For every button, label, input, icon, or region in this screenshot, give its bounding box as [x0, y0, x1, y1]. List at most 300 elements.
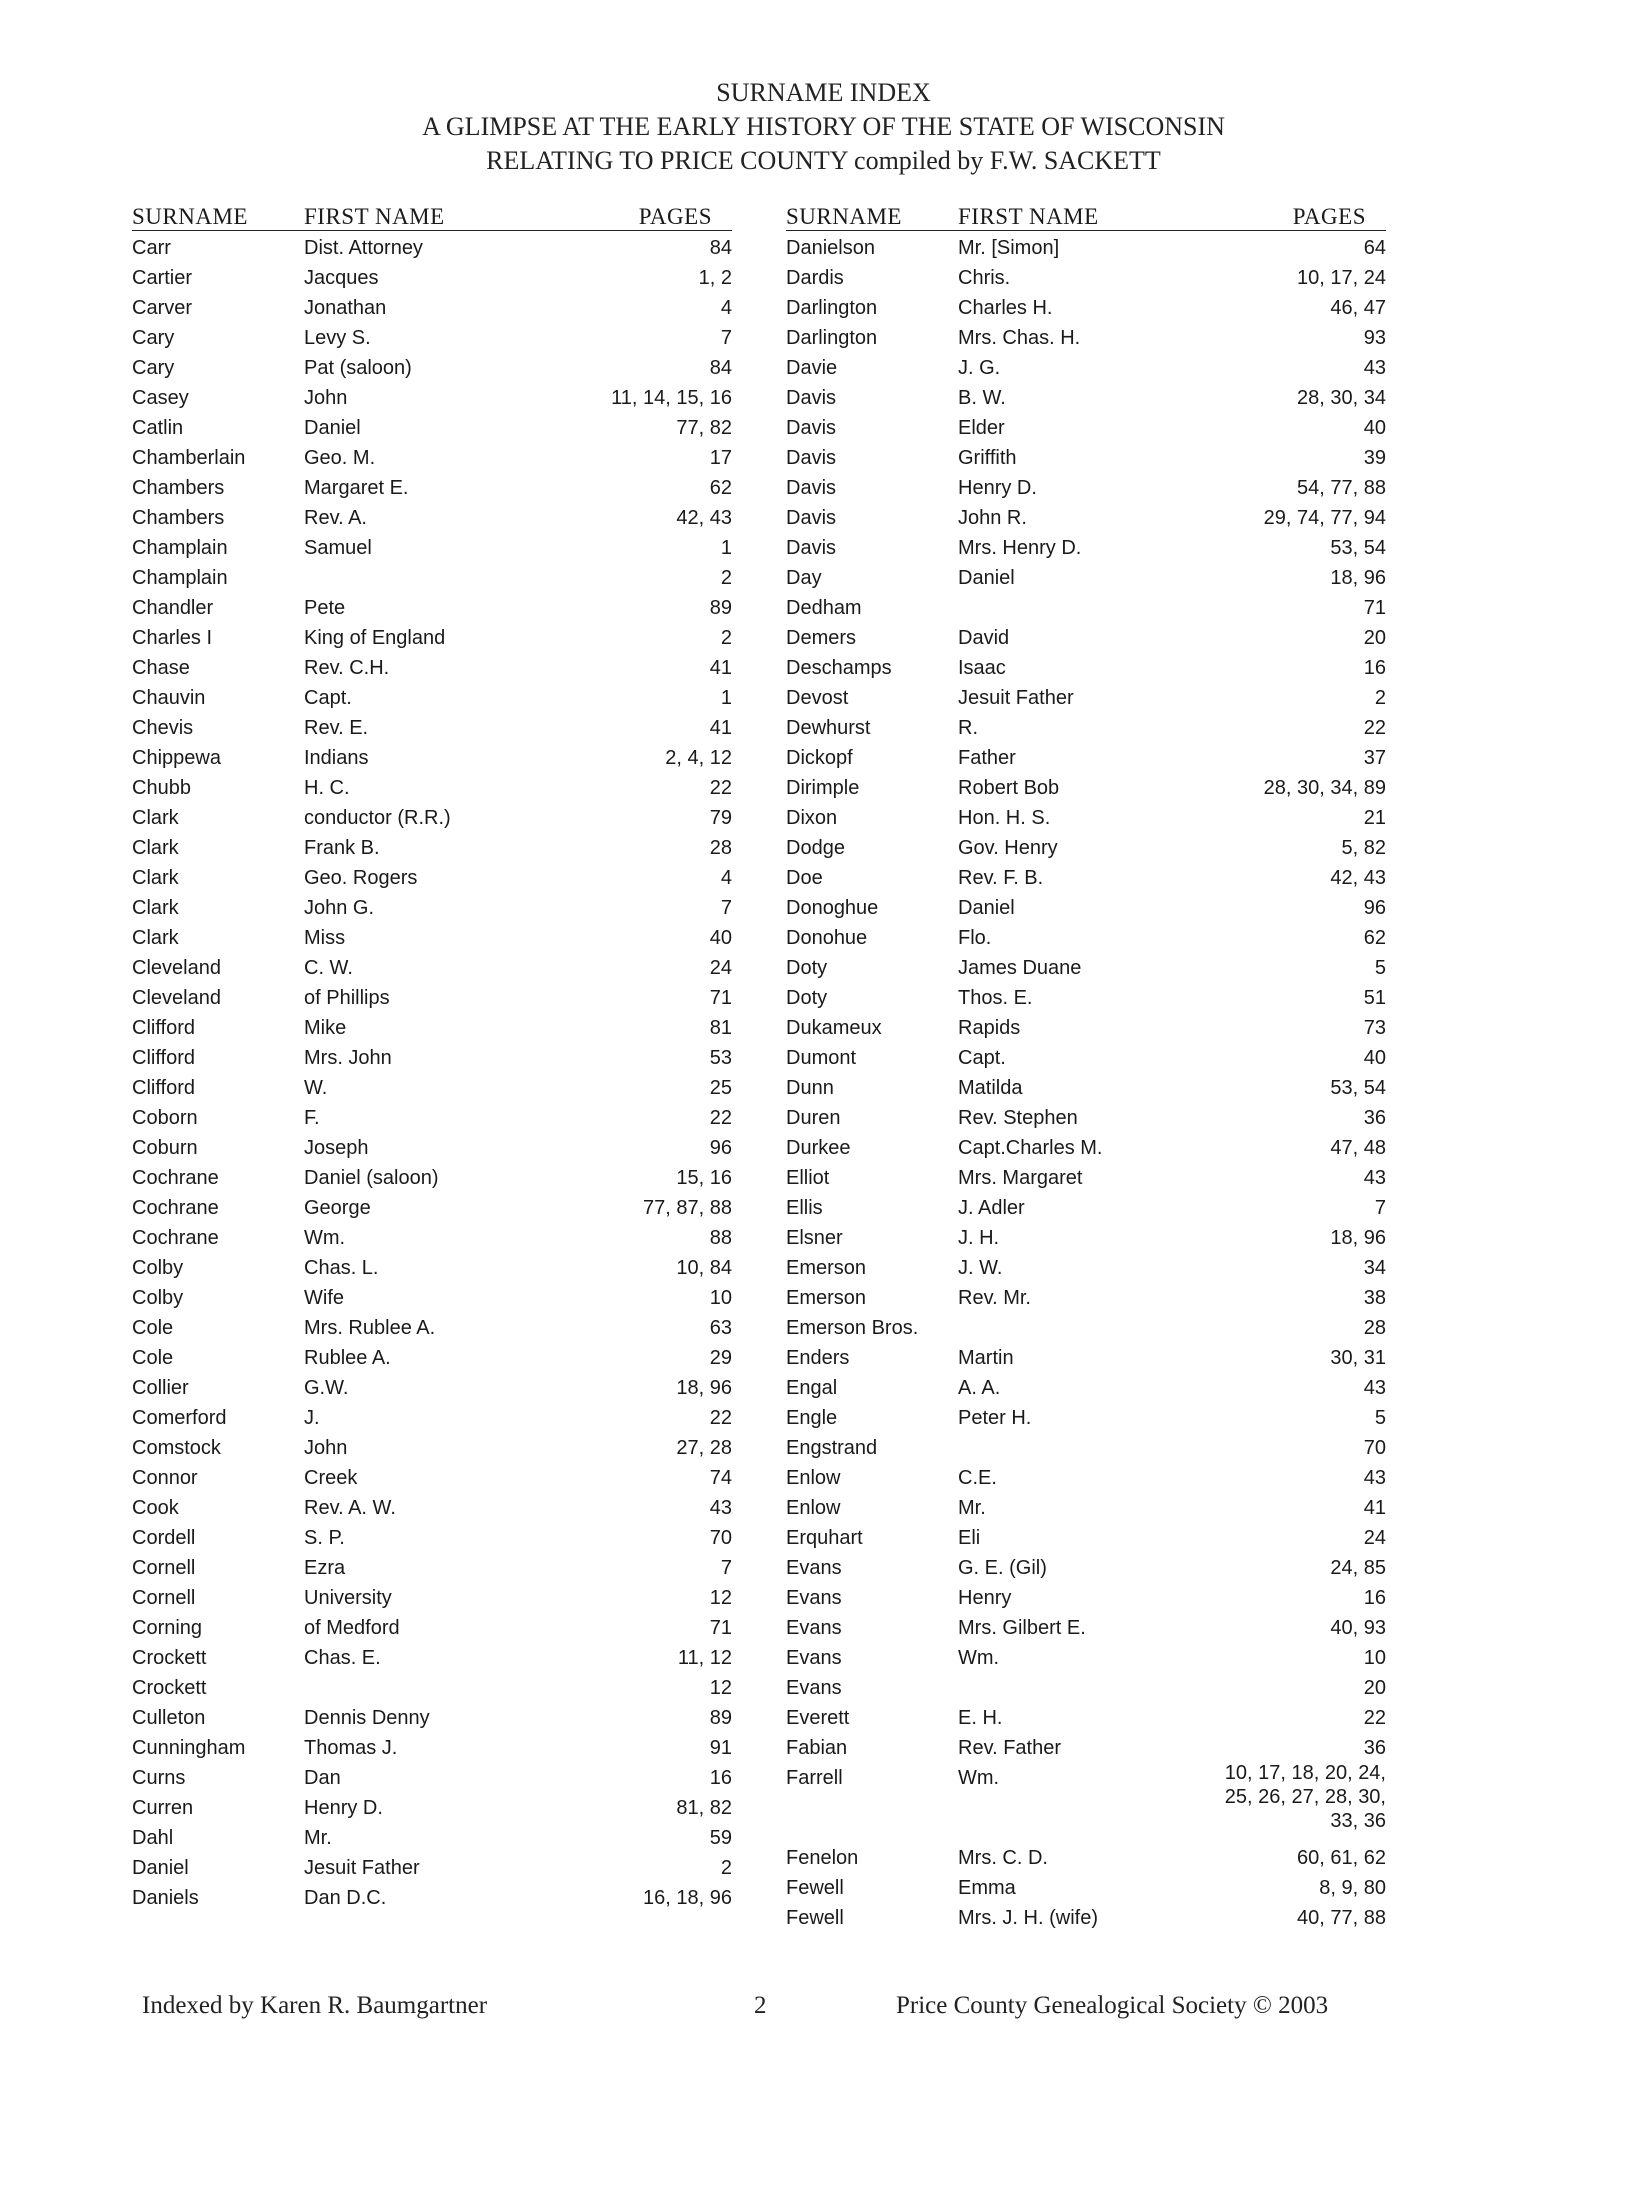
- surname-cell: Carr: [132, 237, 171, 259]
- surname-cell: Dahl: [132, 1827, 174, 1849]
- surname-cell: Connor: [132, 1467, 198, 1489]
- pages-cell: 43: [1363, 357, 1386, 379]
- first-name-cell: J. G.: [958, 357, 1001, 379]
- index-entry-row: [786, 533, 1386, 563]
- surname-cell: Chevis: [132, 717, 194, 739]
- index-entry-row: [786, 563, 1386, 593]
- surname-cell: Evans: [786, 1647, 842, 1669]
- surname-cell: Duren: [786, 1107, 841, 1129]
- surname-cell: Cordell: [132, 1527, 196, 1549]
- first-name-cell: Chas. E.: [304, 1647, 381, 1669]
- index-entry-row: [132, 983, 732, 1013]
- first-name-cell: Jesuit Father: [958, 687, 1074, 709]
- index-entry-row: [132, 1823, 732, 1853]
- pages-cell: 96: [709, 1137, 732, 1159]
- pages-cell: 89: [709, 597, 732, 619]
- pages-cell: 2: [720, 567, 732, 589]
- index-entry-row: [786, 683, 1386, 713]
- first-name-cell: Mrs. C. D.: [958, 1847, 1048, 1869]
- index-entry-row: [132, 533, 732, 563]
- first-name-cell: Mrs. J. H. (wife): [958, 1907, 1098, 1929]
- index-entry-row: [786, 1403, 1386, 1433]
- surname-cell: Donohue: [786, 927, 868, 949]
- index-entry-row: [786, 1253, 1386, 1283]
- pages-cell: 25: [709, 1077, 732, 1099]
- pages-cell: 73: [1363, 1017, 1386, 1039]
- surname-cell: Ellis: [786, 1197, 823, 1219]
- first-name-cell: University: [304, 1587, 392, 1609]
- pages-cell: 40: [1363, 417, 1386, 439]
- surname-cell: Darlington: [786, 297, 878, 319]
- first-name-cell: Frank B.: [304, 837, 380, 859]
- surname-cell: Crockett: [132, 1677, 207, 1699]
- first-name-cell: John: [304, 387, 348, 409]
- left-column-headers: [132, 200, 732, 231]
- pages-cell: 53, 54: [1330, 1077, 1386, 1099]
- index-entry-row: [132, 233, 732, 263]
- pages-cell: 20: [1363, 1677, 1386, 1699]
- index-entry-row: [786, 1643, 1386, 1673]
- index-entry-row: [786, 1763, 1386, 1843]
- pages-cell: 71: [709, 1617, 732, 1639]
- pages-cell: 42, 43: [1330, 867, 1386, 889]
- surname-cell: Evans: [786, 1557, 842, 1579]
- first-name-cell: Capt.Charles M.: [958, 1137, 1103, 1159]
- surname-cell: Everett: [786, 1707, 850, 1729]
- first-name-cell: Rev. C.H.: [304, 657, 390, 679]
- first-name-cell: C. W.: [304, 957, 353, 979]
- surname-cell: Clifford: [132, 1047, 195, 1069]
- first-name-cell: Wife: [304, 1287, 344, 1309]
- first-name-cell: Joseph: [304, 1137, 369, 1159]
- first-name-cell: Mrs. Gilbert E.: [958, 1617, 1086, 1639]
- index-entry-row: [132, 1283, 732, 1313]
- index-entry-row: [132, 383, 732, 413]
- first-name-cell: J. W.: [958, 1257, 1003, 1279]
- surname-cell: Dedham: [786, 597, 862, 619]
- pages-cell: 29, 74, 77, 94: [1263, 507, 1386, 529]
- pages-cell: 22: [1363, 717, 1386, 739]
- pages-cell: 22: [709, 777, 732, 799]
- surname-cell: Chauvin: [132, 687, 206, 709]
- surname-cell: Chippewa: [132, 747, 221, 769]
- pages-cell: 70: [1363, 1437, 1386, 1459]
- first-name-cell: Pat (saloon): [304, 357, 412, 379]
- first-name-cell: H. C.: [304, 777, 350, 799]
- surname-cell: Dunn: [786, 1077, 834, 1099]
- surname-cell: Chandler: [132, 597, 214, 619]
- surname-cell: Comerford: [132, 1407, 227, 1429]
- index-entry-row: [786, 1103, 1386, 1133]
- first-name-cell: Mike: [304, 1017, 347, 1039]
- surname-cell: Dewhurst: [786, 717, 871, 739]
- surname-cell: Dumont: [786, 1047, 857, 1069]
- surname-cell: Chase: [132, 657, 190, 679]
- index-entry-row: [786, 1283, 1386, 1313]
- first-name-cell: Dist. Attorney: [304, 237, 423, 259]
- surname-cell: Dardis: [786, 267, 844, 289]
- pages-cell: 37: [1363, 747, 1386, 769]
- first-name-cell: F.: [304, 1107, 320, 1129]
- surname-cell: Cochrane: [132, 1227, 219, 1249]
- index-entry-row: [132, 1583, 732, 1613]
- pages-cell: 22: [1363, 1707, 1386, 1729]
- first-name-cell: Mrs. Chas. H.: [958, 327, 1081, 349]
- index-entry-row: [132, 1073, 732, 1103]
- surname-cell: Casey: [132, 387, 189, 409]
- surname-cell: Elsner: [786, 1227, 843, 1249]
- pages-cell: 21: [1363, 807, 1386, 829]
- surname-cell: Cartier: [132, 267, 193, 289]
- index-entry-row: [132, 263, 732, 293]
- pages-cell: 1: [720, 687, 732, 709]
- pages-cell: 15, 16: [676, 1167, 732, 1189]
- pages-cell: 4: [720, 297, 732, 319]
- surname-cell: Evans: [786, 1587, 842, 1609]
- first-name-cell: Jacques: [304, 267, 379, 289]
- index-entry-row: [132, 863, 732, 893]
- first-name-cell: Rapids: [958, 1017, 1021, 1039]
- index-entry-row: [786, 473, 1386, 503]
- surname-cell: Fenelon: [786, 1847, 859, 1869]
- first-name-cell: R.: [958, 717, 978, 739]
- pages-cell: 10: [709, 1287, 732, 1309]
- pages-cell: 51: [1363, 987, 1386, 1009]
- first-name-cell: Rev. Stephen: [958, 1107, 1078, 1129]
- first-name-cell: John R.: [958, 507, 1027, 529]
- index-entry-row: [132, 653, 732, 683]
- index-entry-row: [786, 1553, 1386, 1583]
- first-name-cell: G.W.: [304, 1377, 349, 1399]
- pages-cell: 41: [709, 657, 732, 679]
- pages-cell: 36: [1363, 1107, 1386, 1129]
- surname-cell: Evans: [786, 1617, 842, 1639]
- index-entry-row: [786, 293, 1386, 323]
- index-entry-row: [786, 503, 1386, 533]
- pages-cell: 1, 2: [698, 267, 732, 289]
- pages-cell: 16: [709, 1767, 732, 1789]
- surname-cell: Durkee: [786, 1137, 851, 1159]
- index-entry-row: [132, 1793, 732, 1823]
- page-number: 2: [754, 1992, 767, 2019]
- surname-cell: Corning: [132, 1617, 203, 1639]
- surname-cell: Cleveland: [132, 957, 221, 979]
- pages-cell: 40: [709, 927, 732, 949]
- pages-cell: 11, 12: [677, 1647, 732, 1669]
- surname-cell: Engal: [786, 1377, 838, 1399]
- index-entry-row: [132, 1103, 732, 1133]
- pages-cell: 7: [720, 897, 732, 919]
- index-entry-row: [132, 683, 732, 713]
- surname-cell: Emerson: [786, 1287, 867, 1309]
- surname-header: SURNAME: [786, 204, 902, 229]
- pages-cell: 36: [1363, 1737, 1386, 1759]
- index-entry-row: [132, 563, 732, 593]
- pages-header: PAGES: [1292, 204, 1366, 229]
- index-entry-row: [786, 923, 1386, 953]
- first-name-cell: Matilda: [958, 1077, 1023, 1099]
- pages-cell: 62: [709, 477, 732, 499]
- first-name-cell: Rev. Father: [958, 1737, 1061, 1759]
- first-name-cell: Jesuit Father: [304, 1857, 420, 1879]
- first-name-cell: Rev. F. B.: [958, 867, 1044, 889]
- pages-cell: 96: [1363, 897, 1386, 919]
- index-entry-row: [786, 1703, 1386, 1733]
- pages-cell: 2: [720, 627, 732, 649]
- first-name-cell: Jonathan: [304, 297, 387, 319]
- pages-cell: 40, 93: [1330, 1617, 1386, 1639]
- pages-cell: 43: [709, 1497, 732, 1519]
- surname-cell: Catlin: [132, 417, 184, 439]
- surname-header: SURNAME: [132, 204, 248, 229]
- surname-cell: Davis: [786, 387, 837, 409]
- surname-cell: Fabian: [786, 1737, 848, 1759]
- index-entry-row: [132, 473, 732, 503]
- pages-cell: 79: [709, 807, 732, 829]
- index-entry-row: [132, 893, 732, 923]
- first-name-cell: Martin: [958, 1347, 1014, 1369]
- index-entry-row: [132, 1733, 732, 1763]
- index-entry-row: [132, 443, 732, 473]
- surname-cell: Davis: [786, 447, 837, 469]
- first-name-cell: Dennis Denny: [304, 1707, 430, 1729]
- first-name-cell: Elder: [958, 417, 1005, 439]
- first-name-cell: Rev. A. W.: [304, 1497, 396, 1519]
- index-entry-row: [132, 1223, 732, 1253]
- index-entry-row: [132, 293, 732, 323]
- surname-cell: Clark: [132, 927, 179, 949]
- pages-cell: 2: [1374, 687, 1386, 709]
- pages-cell: 74: [709, 1467, 732, 1489]
- first-name-cell: Mr.: [304, 1827, 332, 1849]
- surname-cell: Cornell: [132, 1557, 196, 1579]
- pages-cell: 84: [709, 237, 732, 259]
- index-entry-row: [786, 323, 1386, 353]
- index-entry-row: [132, 1673, 732, 1703]
- first-name-cell: Ezra: [304, 1557, 346, 1579]
- index-entry-row: [132, 1133, 732, 1163]
- surname-cell: Engle: [786, 1407, 838, 1429]
- pages-cell: 12: [709, 1587, 732, 1609]
- first-name-cell: Geo. M.: [304, 447, 376, 469]
- surname-cell: Cochrane: [132, 1197, 219, 1219]
- index-entry-row: [132, 1523, 732, 1553]
- pages-cell: 8, 9, 80: [1319, 1877, 1386, 1899]
- pages-cell: 5: [1374, 957, 1386, 979]
- surname-cell: Coborn: [132, 1107, 198, 1129]
- first-name-cell: Emma: [958, 1877, 1016, 1899]
- surname-cell: Cornell: [132, 1587, 196, 1609]
- surname-cell: Fewell: [786, 1907, 844, 1929]
- index-entry-row: [786, 803, 1386, 833]
- surname-cell: Cole: [132, 1317, 174, 1339]
- indexed-by: Indexed by Karen R. Baumgartner: [142, 1992, 488, 2019]
- index-entry-row: [786, 383, 1386, 413]
- pages-cell: 2, 4, 12: [665, 747, 732, 769]
- first-name-cell: Wm.: [958, 1767, 1000, 1789]
- pages-cell: 28: [709, 837, 732, 859]
- first-name-cell: Margaret E.: [304, 477, 409, 499]
- pages-cell: 22: [709, 1407, 732, 1429]
- pages-cell: 16, 18, 96: [643, 1887, 732, 1909]
- right-column-headers: [786, 200, 1386, 231]
- index-entry-row: [132, 1493, 732, 1523]
- first-name-cell: Rev. Mr.: [958, 1287, 1031, 1309]
- pages-cell: 11, 14, 15, 16: [611, 387, 732, 409]
- first-name-cell: conductor (R.R.): [304, 807, 451, 829]
- pages-cell: 18, 96: [676, 1377, 732, 1399]
- pages-cell: 89: [709, 1707, 732, 1729]
- index-entry-row: [786, 623, 1386, 653]
- first-name-cell: Indians: [304, 747, 369, 769]
- surname-cell: Cunningham: [132, 1737, 246, 1759]
- index-entry-row: [132, 353, 732, 383]
- pages-cell: 53: [709, 1047, 732, 1069]
- surname-cell: Elliot: [786, 1167, 830, 1189]
- pages-cell: 17: [709, 447, 732, 469]
- surname-cell: Cary: [132, 327, 175, 349]
- pages-cell: 43: [1363, 1167, 1386, 1189]
- index-entry-row: [786, 1583, 1386, 1613]
- pages-cell: 7: [720, 327, 732, 349]
- pages-cell: 54, 77, 88: [1297, 477, 1386, 499]
- surname-cell: Demers: [786, 627, 857, 649]
- surname-cell: Davis: [786, 507, 837, 529]
- surname-cell: Engstrand: [786, 1437, 878, 1459]
- index-entry-row: [132, 1643, 732, 1673]
- surname-cell: Champlain: [132, 537, 228, 559]
- index-entry-row: [132, 1043, 732, 1073]
- surname-cell: Doty: [786, 957, 828, 979]
- index-entry-row: [786, 443, 1386, 473]
- pages-cell: 28, 30, 34, 89: [1263, 777, 1386, 799]
- first-name-cell: Charles H.: [958, 297, 1053, 319]
- index-entry-row: [786, 593, 1386, 623]
- first-name-cell: E. H.: [958, 1707, 1003, 1729]
- surname-cell: Farrell: [786, 1767, 843, 1789]
- pages-cell: 64: [1363, 237, 1386, 259]
- first-name-cell: Henry D.: [958, 477, 1037, 499]
- index-entry-row: [132, 1313, 732, 1343]
- index-entry-row: [786, 1673, 1386, 1703]
- pages-cell: 91: [709, 1737, 732, 1759]
- pages-cell: 93: [1363, 327, 1386, 349]
- book-subtitle: RELATING TO PRICE COUNTY compiled by F.W. SACKETT: [486, 146, 1161, 175]
- surname-cell: Curns: [132, 1767, 186, 1789]
- surname-cell: Daniel: [132, 1857, 189, 1879]
- surname-cell: Curren: [132, 1797, 194, 1819]
- surname-cell: Chambers: [132, 477, 225, 499]
- surname-cell: Comstock: [132, 1437, 221, 1459]
- index-entry-row: [786, 1733, 1386, 1763]
- pages-cell: 71: [709, 987, 732, 1009]
- pages-cell: 40, 77, 88: [1297, 1907, 1386, 1929]
- surname-cell: Clark: [132, 867, 179, 889]
- pages-cell: 53, 54: [1330, 537, 1386, 559]
- pages-cell: 7: [1374, 1197, 1386, 1219]
- surname-cell: Daniels: [132, 1887, 199, 1909]
- index-entry-row: [132, 1253, 732, 1283]
- first-name-cell: Mr.: [958, 1497, 986, 1519]
- pages-cell: 22: [709, 1107, 732, 1129]
- index-entry-row: [132, 1463, 732, 1493]
- surname-cell: Cole: [132, 1347, 174, 1369]
- surname-cell: Enlow: [786, 1497, 841, 1519]
- surname-cell: Day: [786, 567, 822, 589]
- index-entry-row: [132, 1013, 732, 1043]
- surname-cell: Davie: [786, 357, 838, 379]
- index-entry-row: [786, 1223, 1386, 1253]
- index-title: SURNAME INDEX: [716, 78, 931, 107]
- pages-cell: 88: [709, 1227, 732, 1249]
- surname-cell: Cary: [132, 357, 175, 379]
- surname-cell: Deschamps: [786, 657, 892, 679]
- first-name-cell: James Duane: [958, 957, 1082, 979]
- surname-cell: Dukameux: [786, 1017, 882, 1039]
- surname-cell: Davis: [786, 477, 837, 499]
- first-name-cell: Thomas J.: [304, 1737, 398, 1759]
- pages-cell: 18, 96: [1330, 567, 1386, 589]
- first-name-cell: John G.: [304, 897, 375, 919]
- index-entry-row: [132, 1883, 732, 1913]
- index-entry-row: [132, 1703, 732, 1733]
- surname-cell: Danielson: [786, 237, 875, 259]
- pages-cell: 24: [1363, 1527, 1386, 1549]
- index-entry-row: [786, 743, 1386, 773]
- first-name-cell: Mrs. Margaret: [958, 1167, 1083, 1189]
- surname-cell: Dirimple: [786, 777, 860, 799]
- surname-cell: Chubb: [132, 777, 191, 799]
- surname-cell: Dodge: [786, 837, 845, 859]
- index-entry-row: [786, 893, 1386, 923]
- first-name-cell: Pete: [304, 597, 346, 619]
- first-name-cell: Rev. A.: [304, 507, 367, 529]
- first-name-cell: A. A.: [958, 1377, 1001, 1399]
- pages-cell: 2: [720, 1857, 732, 1879]
- left-index-rows: [132, 233, 732, 1913]
- pages-cell: 1: [720, 537, 732, 559]
- first-name-cell: Daniel (saloon): [304, 1167, 439, 1189]
- first-name-cell: Wm.: [304, 1227, 346, 1249]
- index-entry-row: [132, 1373, 732, 1403]
- index-entry-row: [786, 1343, 1386, 1373]
- pages-cell: 28: [1363, 1317, 1386, 1339]
- first-name-cell: Henry D.: [304, 1797, 383, 1819]
- first-name-cell: King of England: [304, 627, 446, 649]
- index-entry-row: [786, 833, 1386, 863]
- surname-cell: Dixon: [786, 807, 838, 829]
- pages-cell: 63: [709, 1317, 732, 1339]
- surname-cell: Clark: [132, 837, 179, 859]
- first-name-cell: J. Adler: [958, 1197, 1025, 1219]
- surname-cell: Fewell: [786, 1877, 844, 1899]
- surname-cell: Davis: [786, 537, 837, 559]
- index-entry-row: [786, 953, 1386, 983]
- first-name-cell: George: [304, 1197, 371, 1219]
- index-entry-row: [132, 1163, 732, 1193]
- pages-cell: 47, 48: [1330, 1137, 1386, 1159]
- first-name-cell: Chris.: [958, 267, 1011, 289]
- first-name-cell: Rev. E.: [304, 717, 369, 739]
- surname-cell: Clark: [132, 807, 179, 829]
- index-entry-row: [132, 1343, 732, 1373]
- surname-cell: Donoghue: [786, 897, 879, 919]
- first-name-cell: Daniel: [958, 897, 1015, 919]
- first-name-cell: Capt.: [958, 1047, 1006, 1069]
- first-name-cell: Father: [958, 747, 1016, 769]
- surname-cell: Enders: [786, 1347, 850, 1369]
- index-entry-row: [132, 773, 732, 803]
